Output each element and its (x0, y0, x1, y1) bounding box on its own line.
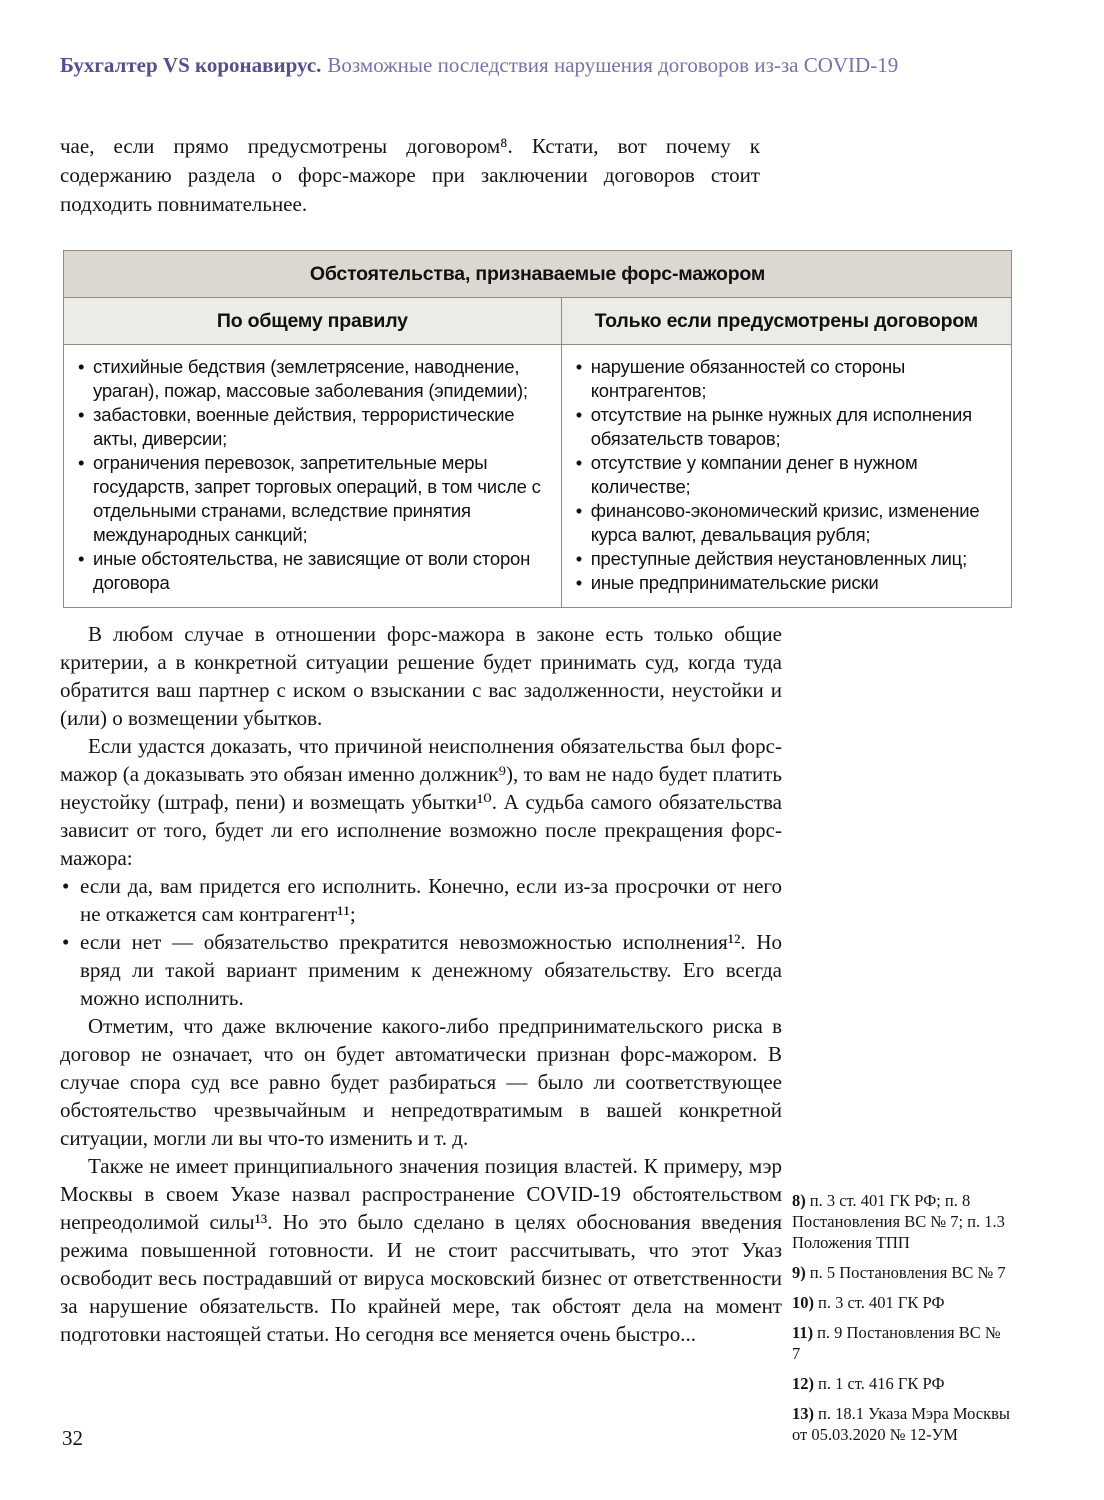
footnote-text: п. 9 Постановления ВС № 7 (792, 1323, 1001, 1363)
article-body (60, 620, 782, 1348)
table-title: Обстоятельства, признаваемые форс-мажором (64, 251, 1012, 298)
column-header-general-rule: По общему правилу (64, 298, 562, 345)
footnote-number: 12) (792, 1374, 814, 1393)
footnote-text: п. 5 Постановления ВС № 7 (809, 1263, 1006, 1282)
body-paragraph: Также не имеет принципиального значения позиция властей. К примеру, мэр Москвы в своем Указе назвал распространение COVID-19 обстоятельством непреодолимой силы¹³. Но это было сделано в целях обоснования введения режима повышенной готовности. И не стоит рассчитывать, что этот Указ освободит весь пострадавший от вируса московский бизнес от ответственности за нарушение обязательств. По крайней мере, так обстоят дела на момент подготовки настоящей статьи. Но сегодня все меняется очень быстро... (60, 1154, 782, 1346)
force-majeure-table (63, 250, 1012, 608)
running-head-title: Бухгалтер VS коронавирус. (60, 53, 322, 77)
footnote (792, 1292, 1012, 1313)
list-item: • стихийные бедствия (землетрясение, наводнение, ураган), пожар, массовые заболевания (эпидемии); (76, 355, 551, 403)
footnote-text: п. 3 ст. 401 ГК РФ; п. 8 Постановления ВС № 7; п. 1.3 Положения ТПП (792, 1191, 1005, 1252)
footnote (792, 1262, 1012, 1283)
body-paragraph: Отметим, что даже включение какого-либо предпринимательского риска в договор не означает, что он будет автоматически признан форс-мажором. В случае спора суд все равно будет разбираться — было ли соответствующее обстоятельство чрезвычайным и непредотвратимым в вашей конкретной ситуации, могли ли вы что-то изменить и т. д. (60, 1014, 782, 1150)
page-number: 32 (62, 1426, 83, 1450)
table-body-row (64, 345, 1012, 608)
cell-general-rule (64, 345, 562, 608)
list-item: • отсутствие у компании денег в нужном количестве; (574, 451, 1001, 499)
footnote-number: 11) (792, 1323, 814, 1342)
footnote-number: 9) (792, 1263, 806, 1282)
footnote-text: п. 18.1 Указа Мэра Москвы от 05.03.2020 № 12-УМ (792, 1404, 1010, 1444)
body-bullet-list (60, 872, 782, 1012)
footnote-text: п. 1 ст. 416 ГК РФ (818, 1374, 945, 1393)
footnote-number: 8) (792, 1191, 806, 1210)
list-item: • иные обстоятельства, не зависящие от воли сторон договора (76, 547, 551, 595)
list-item: • финансово-экономический кризис, изменение курса валют, девальвация рубля; (574, 499, 1001, 547)
running-head-subtitle: Возможные последствия нарушения договоров из-за COVID-19 (327, 53, 899, 77)
footnote (792, 1190, 1012, 1253)
list-item: • отсутствие на рынке нужных для исполнения обязательств товаров; (574, 403, 1001, 451)
list-item: • иные предпринимательские риски (574, 571, 1001, 595)
list-item: • нарушение обязанностей со стороны контрагентов; (574, 355, 1001, 403)
footnote (792, 1322, 1012, 1364)
contract-only-list (574, 355, 1001, 595)
list-item: • если да, вам придется его исполнить. Конечно, если из-за просрочки от него не откажется сам контрагент¹¹; (60, 872, 782, 928)
body-paragraph: В любом случае в отношении форс-мажора в законе есть только общие критерии, а в конкретной ситуации решение будет принимать суд, когда туда обратится ваш партнер с иском о взыскании с вас задолженности, неустойки и (или) о возмещении убытков. (60, 622, 782, 730)
footnote (792, 1373, 1012, 1394)
footnote-number: 13) (792, 1404, 814, 1423)
footnote-text: п. 3 ст. 401 ГК РФ (818, 1293, 945, 1312)
cell-contract-only (561, 345, 1011, 608)
list-item: • если нет — обязательство прекратится невозможностью исполнения¹². Но вряд ли такой вариант применим к денежному обязательству. Его всегда можно исполнить. (60, 928, 782, 1012)
intro-paragraph: чае, если прямо предусмотрены договором⁸. Кстати, вот почему к содержанию раздела о форс-мажоре при заключении договоров стоит подходить повнимательнее. (60, 134, 760, 216)
table-title-row (64, 251, 1012, 298)
list-item: • преступные действия неустановленных лиц; (574, 547, 1001, 571)
body-paragraph: Если удастся доказать, что причиной неисполнения обязательства был форс-мажор (а доказывать это обязан именно должник⁹), то вам не надо будет платить неустойку (штраф, пени) и возмещать убытки¹⁰. А судьба самого обязательства зависит от того, будет ли его исполнение возможно после прекращения форс-мажора: (60, 734, 782, 870)
list-item: • забастовки, военные действия, террористические акты, диверсии; (76, 403, 551, 451)
column-header-contract-only: Только если предусмотрены договором (561, 298, 1011, 345)
footnote-number: 10) (792, 1293, 814, 1312)
margin-footnotes (792, 1190, 1012, 1454)
list-item: • ограничения перевозок, запретительные меры государств, запрет торговых операций, в том числе с отдельными странами, вследствие принятия международных санкций; (76, 451, 551, 547)
general-rule-list (76, 355, 551, 595)
footnote (792, 1403, 1012, 1445)
table-header-row (64, 298, 1012, 345)
running-head (60, 52, 1050, 78)
